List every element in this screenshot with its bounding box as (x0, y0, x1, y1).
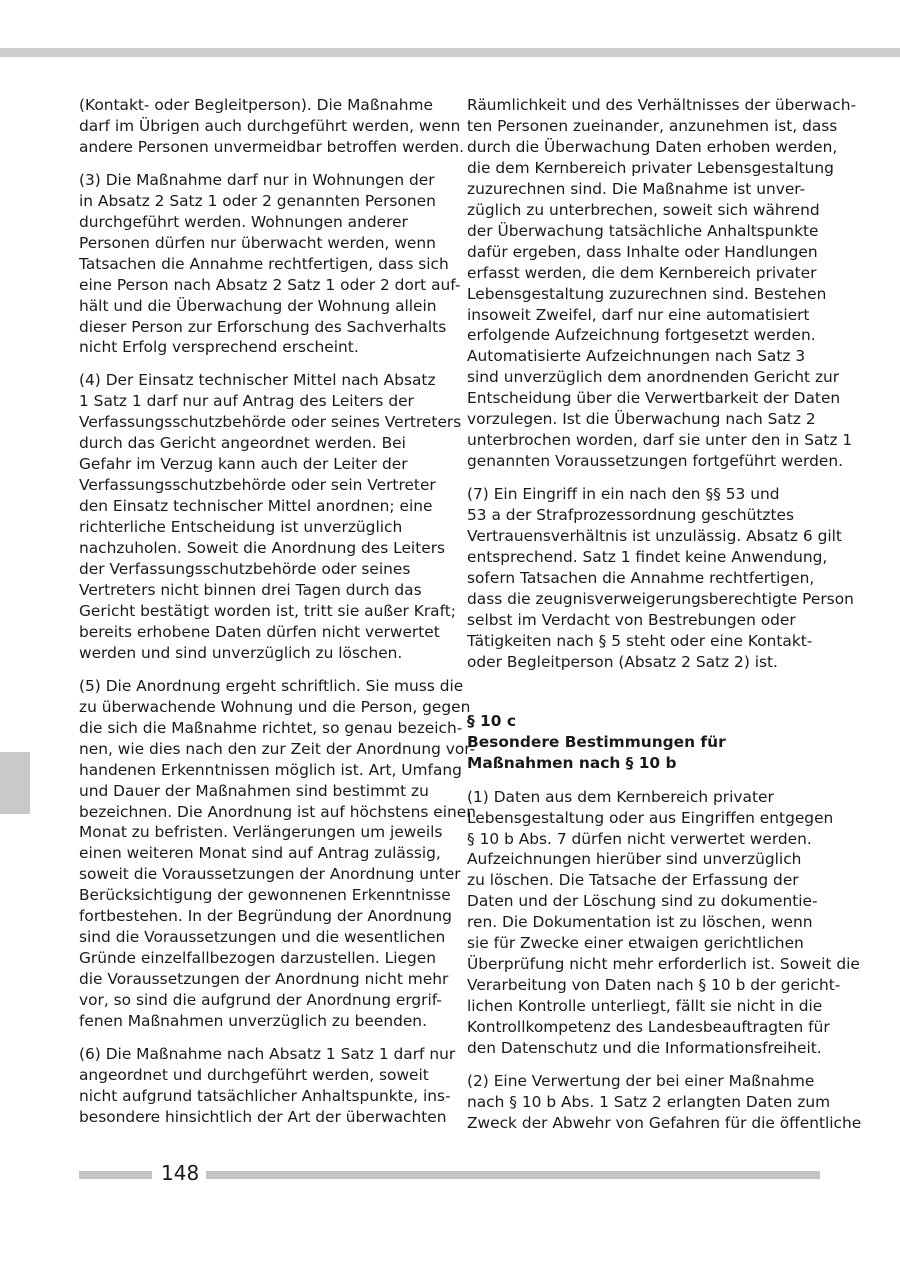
paragraph-4: (4) Der Einsatz technischer Mittel nach Absatz 1 Satz 1 darf nur auf Antrag des Leiters der Verfassungsschutzbehörde oder seines Vertreters durch das Gericht angeordnet werden. Bei Gefahr im Verzug kann auch der Leiter der Verfassungsschutzbehörde oder sein Vertreter den Einsatz technischer Mittel anordnen; eine richterliche Entscheidung ist unverzüglich nachzuholen. Soweit die Anordnung des Leiters der Verfassungsschutzbehörde oder seines Vertreters nicht binnen drei Tagen durch das Gericht bestätigt worden ist, tritt sie außer Kraft; bereits erhobene Daten dürfen nicht verwertet werden und sind unverzüglich zu löschen. (79, 371, 462, 662)
section-10c-paragraph-1: (1) Daten aus dem Kernbereich privater Lebensgestaltung oder aus Eingriffen entgegen § 10 b Abs. 7 dürfen nicht verwertet werden. Aufzeichnungen hierüber sind unverzüglich zu löschen. Die Tatsache der Erfassung der Daten und der Löschung sind zu dokumentie- ren. Die Dokumentation ist zu löschen, wenn sie für Zwecke einer etwaigen gerichtlichen Überprüfung nicht mehr erforderlich ist. Soweit die Verarbeitung von Daten nach § 10 b der gericht- lichen Kontrolle unterliegt, fällt sie nicht in die Kontrollkompetenz des Landesbeauftragten für den Datenschutz und die Informationsfreiheit. (467, 787, 860, 1058)
footer-rule-left (79, 1171, 152, 1179)
paragraph-3: (3) Die Maßnahme darf nur in Wohnungen der in Absatz 2 Satz 1 oder 2 genannten Personen durchgeführt werden. Wohnungen anderer Personen dürfen nur überwacht werden, wenn Tatsachen die Annahme rechtfertigen, dass sich eine Person nach Absatz 2 Satz 1 oder 2 dort auf- hält und die Überwachung der Wohnung allein dieser Person zur Erforschung des Sachverhalts nicht Erfolg versprechend erscheint. (79, 170, 461, 357)
section-10c-paragraph-2: (2) Eine Verwertung der bei einer Maßnahme nach § 10 b Abs. 1 Satz 2 erlangten Daten zum Zweck der Abwehr von Gefahren für die öffentliche (467, 1071, 862, 1132)
paragraph-7: (7) Ein Eingriff in ein nach den §§ 53 und 53 a der Strafprozessordnung geschütztes Vertrauensverhältnis ist unzulässig. Absatz 6 gilt entsprechend. Satz 1 findet keine Anwendung, sofern Tatsachen die Annahme rechtfertigen, dass die zeugnisverweigerungsberechtigte Person selbst im Verdacht von Bestrebungen oder Tätigkeiten nach § 5 steht oder eine Kontakt- oder Begleitperson (Absatz 2 Satz 2) ist. (467, 485, 854, 671)
section-heading: § 10 c Besondere Bestimmungen für Maßnahmen nach § 10 b (467, 711, 726, 772)
paragraph-continuation: (Kontakt- oder Begleitperson). Die Maßnahme darf im Übrigen auch durchgeführt werden, wenn andere Personen unvermeidbar betroffen werden. (79, 96, 465, 156)
paragraph-6-continuation: Räumlichkeit und des Verhältnisses der überwach- ten Personen zueinander, anzunehmen ist, dass durch die Überwachung Daten erhoben werden, die dem Kernbereich privater Lebensgestaltung zuzurechnen sind. Die Maßnahme ist unver- züglich zu unterbrechen, soweit sich während der Überwachung tatsächliche Anhaltspunkte dafür ergeben, dass Inhalte oder Handlungen erfasst werden, die dem Kernbereich privater Lebensgestaltung zuzurechnen sind. Bestehen insoweit Zweifel, darf nur eine automatisiert erfolgende Aufzeichnung fortgesetzt werden. Automatisierte Aufzeichnungen nach Satz 3 sind unverzüglich dem anordnenden Gericht zur Entscheidung über die Verwertbarkeit der Daten vorzulegen. Ist die Überwachung nach Satz 2 unterbrochen worden, darf sie unter den in Satz 1 genannten Voraussetzungen fortgeführt werden. (467, 96, 857, 471)
chapter-side-tab (0, 752, 30, 814)
left-column (79, 95, 476, 1140)
paragraph-5: (5) Die Anordnung ergeht schriftlich. Sie muss die zu überwachende Wohnung und die Person, gegen die sich die Maßnahme richtet, so genau bezeich- nen, wie dies nach den zur Zeit der Anordnung vor- handenen Erkenntnissen möglich ist. Art, Umfang und Dauer der Maßnahmen sind bestimmt zu bezeichnen. Die Anordnung ist auf höchstens einen Monat zu befristen. Verlängerungen um jeweils einen weiteren Monat sind auf Antrag zulässig, soweit die Voraussetzungen der Anordnung unter Berücksichtigung der gewonnenen Erkenntnisse fortbestehen. In der Begründung der Anordnung sind die Voraussetzungen und die wesentlichen Gründe einzelfallbezogen darzustellen. Liegen die Voraussetzungen der Anordnung nicht mehr vor, so sind die aufgrund der Anordnung ergrif- fenen Maßnahmen unverzüglich zu beenden. (79, 676, 476, 1031)
right-column (467, 95, 862, 1146)
paragraph-6: (6) Die Maßnahme nach Absatz 1 Satz 1 darf nur angeordnet und durchgeführt werden, soweit nicht aufgrund tatsächlicher Anhaltspunkte, ins- besondere hinsichtlich der Art der überwachten (79, 1044, 456, 1126)
footer-rule-right (206, 1171, 820, 1179)
header-rule (0, 48, 900, 57)
page-number: 148 (161, 1161, 200, 1185)
